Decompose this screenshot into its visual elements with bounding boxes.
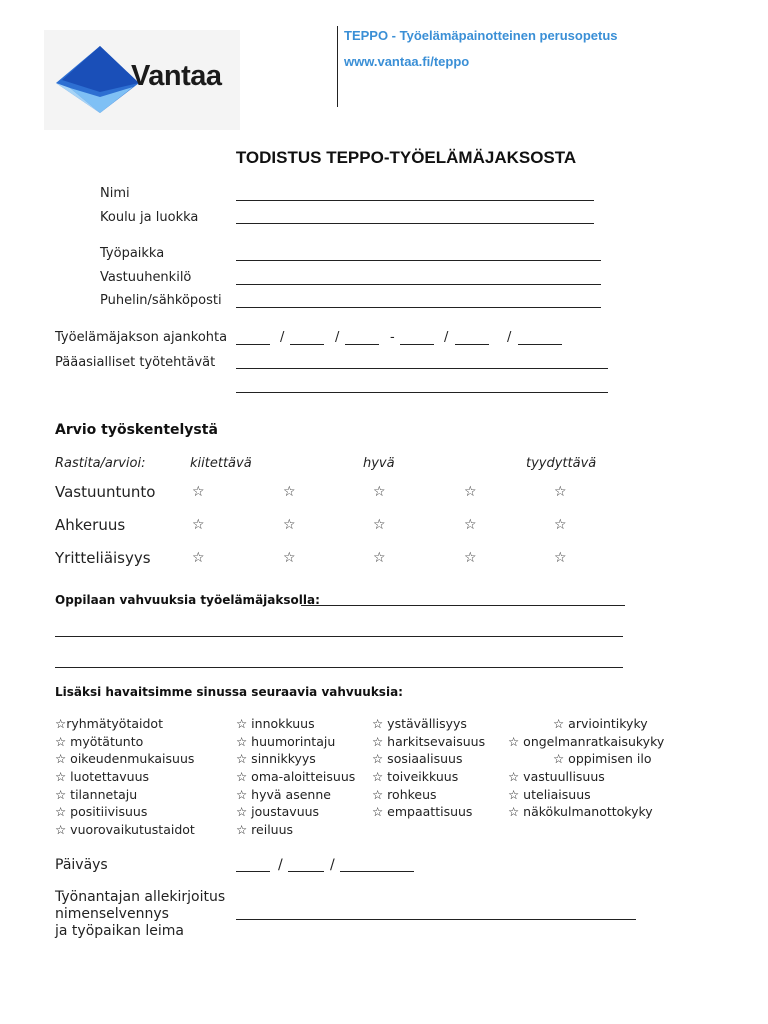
workplace-label: Työpaikka bbox=[100, 246, 165, 261]
rating-star-vastuuntunto-5[interactable]: ☆ bbox=[554, 484, 567, 500]
period-blank[interactable] bbox=[518, 344, 562, 345]
trait-checkbox-item[interactable]: ☆ empaattisuus bbox=[372, 804, 473, 819]
rating-star-yritteliäisyys-3[interactable]: ☆ bbox=[373, 550, 386, 566]
scale-satisfactory: tyydyttävä bbox=[526, 456, 597, 471]
trait-checkbox-item[interactable]: ☆ryhmätyötaidot bbox=[55, 716, 163, 731]
school-class-label: Koulu ja luokka bbox=[100, 210, 199, 225]
workplace-field[interactable] bbox=[236, 260, 601, 261]
trait-checkbox-item[interactable]: ☆ oppimisen ilo bbox=[553, 751, 652, 766]
rating-star-ahkeruus-2[interactable]: ☆ bbox=[283, 517, 296, 533]
trait-checkbox-item[interactable]: ☆ vuorovaikutustaidot bbox=[55, 822, 195, 837]
period-separator: - bbox=[390, 330, 395, 345]
rating-star-vastuuntunto-4[interactable]: ☆ bbox=[464, 484, 477, 500]
trait-checkbox-item[interactable]: ☆ rohkeus bbox=[372, 787, 437, 802]
rating-star-vastuuntunto-2[interactable]: ☆ bbox=[283, 484, 296, 500]
period-separator: / bbox=[335, 330, 340, 345]
rating-star-ahkeruus-3[interactable]: ☆ bbox=[373, 517, 386, 533]
rating-star-ahkeruus-4[interactable]: ☆ bbox=[464, 517, 477, 533]
rating-star-vastuuntunto-3[interactable]: ☆ bbox=[373, 484, 386, 500]
trait-checkbox-item[interactable]: ☆ uteliaisuus bbox=[508, 787, 591, 802]
date-day-field[interactable] bbox=[236, 871, 270, 872]
trait-checkbox-item[interactable]: ☆ positiivisuus bbox=[55, 804, 148, 819]
page-title: TODISTUS TEPPO-TYÖELÄMÄJAKSOSTA bbox=[235, 148, 577, 167]
period-blank[interactable] bbox=[455, 344, 489, 345]
phone-email-label: Puhelin/sähköposti bbox=[100, 293, 222, 308]
strengths-field-3[interactable] bbox=[55, 667, 623, 668]
trait-checkbox-item[interactable]: ☆ luotettavuus bbox=[55, 769, 150, 784]
trait-checkbox-item[interactable]: ☆ arviointikyky bbox=[553, 716, 648, 731]
trait-checkbox-item[interactable]: ☆ oikeudenmukaisuus bbox=[55, 751, 195, 766]
trait-checkbox-item[interactable]: ☆ tilannetaju bbox=[55, 787, 138, 802]
signature-label-1: Työnantajan allekirjoitus bbox=[55, 889, 226, 905]
scale-excellent: kiitettävä bbox=[190, 456, 252, 471]
signature-field[interactable] bbox=[236, 919, 636, 920]
name-label: Nimi bbox=[100, 186, 130, 201]
trait-checkbox-item[interactable]: ☆ sinnikkyys bbox=[236, 751, 316, 766]
date-label: Päiväys bbox=[55, 857, 108, 873]
rating-star-vastuuntunto-1[interactable]: ☆ bbox=[192, 484, 205, 500]
name-field[interactable] bbox=[236, 200, 594, 201]
period-blank[interactable] bbox=[345, 344, 379, 345]
trait-checkbox-item[interactable]: ☆ hyvä asenne bbox=[236, 787, 331, 802]
rating-star-yritteliäisyys-2[interactable]: ☆ bbox=[283, 550, 296, 566]
trait-checkbox-item[interactable]: ☆ harkitsevaisuus bbox=[372, 734, 486, 749]
trait-checkbox-item[interactable]: ☆ toiveikkuus bbox=[372, 769, 459, 784]
contact-person-field[interactable] bbox=[236, 284, 601, 285]
trait-checkbox-item[interactable]: ☆ näkökulmanottokyky bbox=[508, 804, 653, 819]
evaluation-heading: Arvio työskentelystä bbox=[55, 422, 218, 438]
program-title: TEPPO - Työelämäpainotteinen perusopetus bbox=[344, 28, 618, 43]
criterion-ahkeruus: Ahkeruus bbox=[55, 516, 126, 534]
period-separator: / bbox=[280, 330, 285, 345]
trait-checkbox-item[interactable]: ☆ innokkuus bbox=[236, 716, 315, 731]
trait-checkbox-item[interactable]: ☆ ystävällisyys bbox=[372, 716, 467, 731]
tasks-field-2[interactable] bbox=[236, 392, 608, 393]
date-separator: / bbox=[278, 857, 283, 873]
rating-star-ahkeruus-1[interactable]: ☆ bbox=[192, 517, 205, 533]
tasks-field-1[interactable] bbox=[236, 368, 608, 369]
trait-checkbox-item[interactable]: ☆ ongelmanratkaisukyky bbox=[508, 734, 665, 749]
signature-label-2: nimenselvennys bbox=[55, 906, 169, 922]
logo-text: Vantaa bbox=[131, 60, 222, 92]
period-label: Työelämäjakson ajankohta bbox=[55, 330, 228, 345]
strengths-field-2[interactable] bbox=[55, 636, 623, 637]
strengths-field-1[interactable] bbox=[301, 605, 625, 606]
criterion-vastuuntunto: Vastuuntunto bbox=[55, 483, 156, 501]
header-divider bbox=[337, 26, 338, 107]
period-blank[interactable] bbox=[400, 344, 434, 345]
rating-star-yritteliäisyys-5[interactable]: ☆ bbox=[554, 550, 567, 566]
phone-email-field[interactable] bbox=[236, 307, 601, 308]
trait-checkbox-item[interactable]: ☆ oma-aloitteisuus bbox=[236, 769, 356, 784]
trait-checkbox-item[interactable]: ☆ vastuullisuus bbox=[508, 769, 605, 784]
trait-checkbox-item[interactable]: ☆ huumorintaju bbox=[236, 734, 336, 749]
date-year-field[interactable] bbox=[340, 871, 414, 872]
trait-checkbox-item[interactable]: ☆ myötätunto bbox=[55, 734, 144, 749]
date-separator: / bbox=[330, 857, 335, 873]
evaluation-instruction: Rastita/arvioi: bbox=[55, 456, 146, 471]
trait-checkbox-item[interactable]: ☆ sosiaalisuus bbox=[372, 751, 463, 766]
criterion-yritteliaisyys: Yritteliäisyys bbox=[55, 549, 151, 567]
signature-label-3: ja työpaikan leima bbox=[55, 923, 184, 939]
period-blank[interactable] bbox=[290, 344, 324, 345]
scale-good: hyvä bbox=[363, 456, 395, 471]
trait-checkbox-item[interactable]: ☆ reiluus bbox=[236, 822, 294, 837]
extra-strengths-heading: Lisäksi havaitsimme sinussa seuraavia vahvuuksia: bbox=[55, 685, 403, 699]
trait-checkbox-item[interactable]: ☆ joustavuus bbox=[236, 804, 320, 819]
strengths-label: Oppilaan vahvuuksia työelämäjaksolla: bbox=[55, 593, 320, 607]
tasks-label: Pääasialliset työtehtävät bbox=[55, 355, 216, 370]
period-separator: / bbox=[507, 330, 512, 345]
period-separator: / bbox=[444, 330, 449, 345]
program-url[interactable]: www.vantaa.fi/teppo bbox=[344, 54, 470, 69]
rating-star-yritteliäisyys-4[interactable]: ☆ bbox=[464, 550, 477, 566]
contact-person-label: Vastuuhenkilö bbox=[100, 270, 192, 285]
rating-star-ahkeruus-5[interactable]: ☆ bbox=[554, 517, 567, 533]
rating-star-yritteliäisyys-1[interactable]: ☆ bbox=[192, 550, 205, 566]
school-class-field[interactable] bbox=[236, 223, 594, 224]
period-blank[interactable] bbox=[236, 344, 270, 345]
date-month-field[interactable] bbox=[288, 871, 324, 872]
